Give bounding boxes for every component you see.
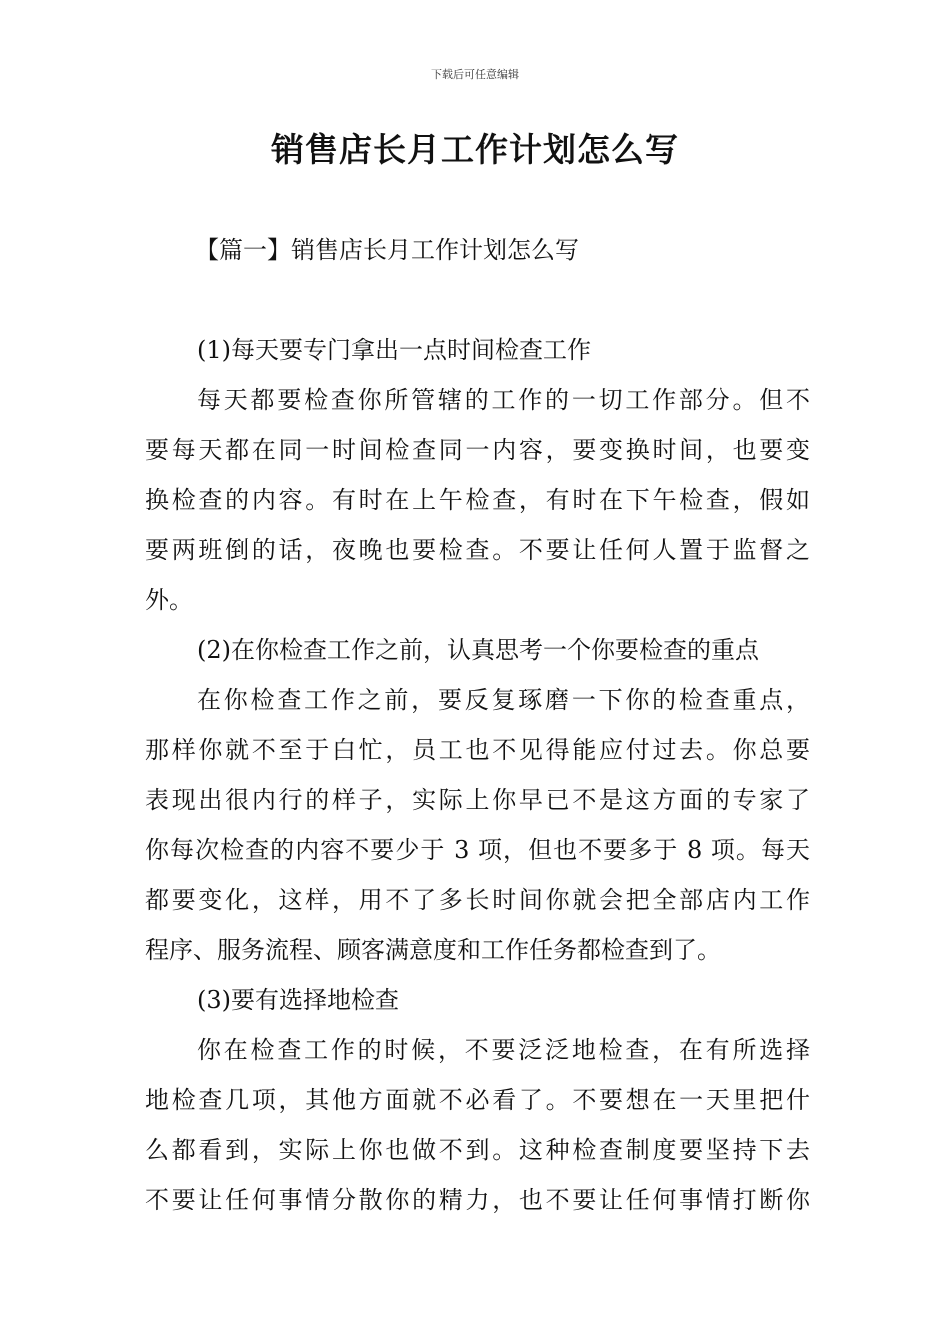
text-line: 每天都要检查你所管辖的工作的一切工作部分。但不: [197, 386, 810, 414]
text-line: 那样你就不至于白忙，员工也不见得能应付过去。你总要: [145, 736, 810, 764]
text-line: 外。: [145, 586, 193, 614]
text-line: (2)在你检查工作之前，认真思考一个你要检查的重点: [197, 636, 759, 664]
text-line: 要两班倒的话，夜晚也要检查。不要让任何人置于监督之: [145, 536, 810, 564]
text-line: (3)要有选择地检查: [197, 986, 399, 1014]
text-line: 么都看到，实际上你也做不到。这种检查制度要坚持下去: [145, 1136, 810, 1164]
text-line: (1)每天要专门拿出一点时间检查工作: [197, 336, 591, 364]
text-line: 都要变化，这样，用不了多长时间你就会把全部店内工作: [145, 886, 810, 914]
text-line: 换检查的内容。有时在上午检查，有时在下午检查，假如: [145, 486, 810, 514]
header-note: 下载后可任意编辑: [431, 68, 519, 81]
text-line: 地检查几项，其他方面就不必看了。不要想在一天里把什: [145, 1086, 810, 1114]
text-line: 程序、服务流程、顾客满意度和工作任务都检查到了。: [145, 936, 721, 964]
text-line: 在你检查工作之前，要反复琢磨一下你的检查重点，: [197, 686, 810, 714]
text-line: 要每天都在同一时间检查同一内容，要变换时间，也要变: [145, 436, 810, 464]
text-line: 表现出很内行的样子，实际上你早已不是这方面的专家了: [145, 786, 810, 814]
section-heading: 【篇一】销售店长月工作计划怎么写: [195, 236, 579, 264]
document-body: [145, 330, 810, 1230]
text-line: 你每次检查的内容不要少于 3 项，但也不要多于 8 项。每天: [145, 836, 810, 864]
page-title: 销售店长月工作计划怎么写: [271, 130, 679, 169]
text-line: 你在检查工作的时候，不要泛泛地检查，在有所选择: [197, 1036, 810, 1064]
text-line: 不要让任何事情分散你的精力，也不要让任何事情打断你: [145, 1186, 810, 1214]
